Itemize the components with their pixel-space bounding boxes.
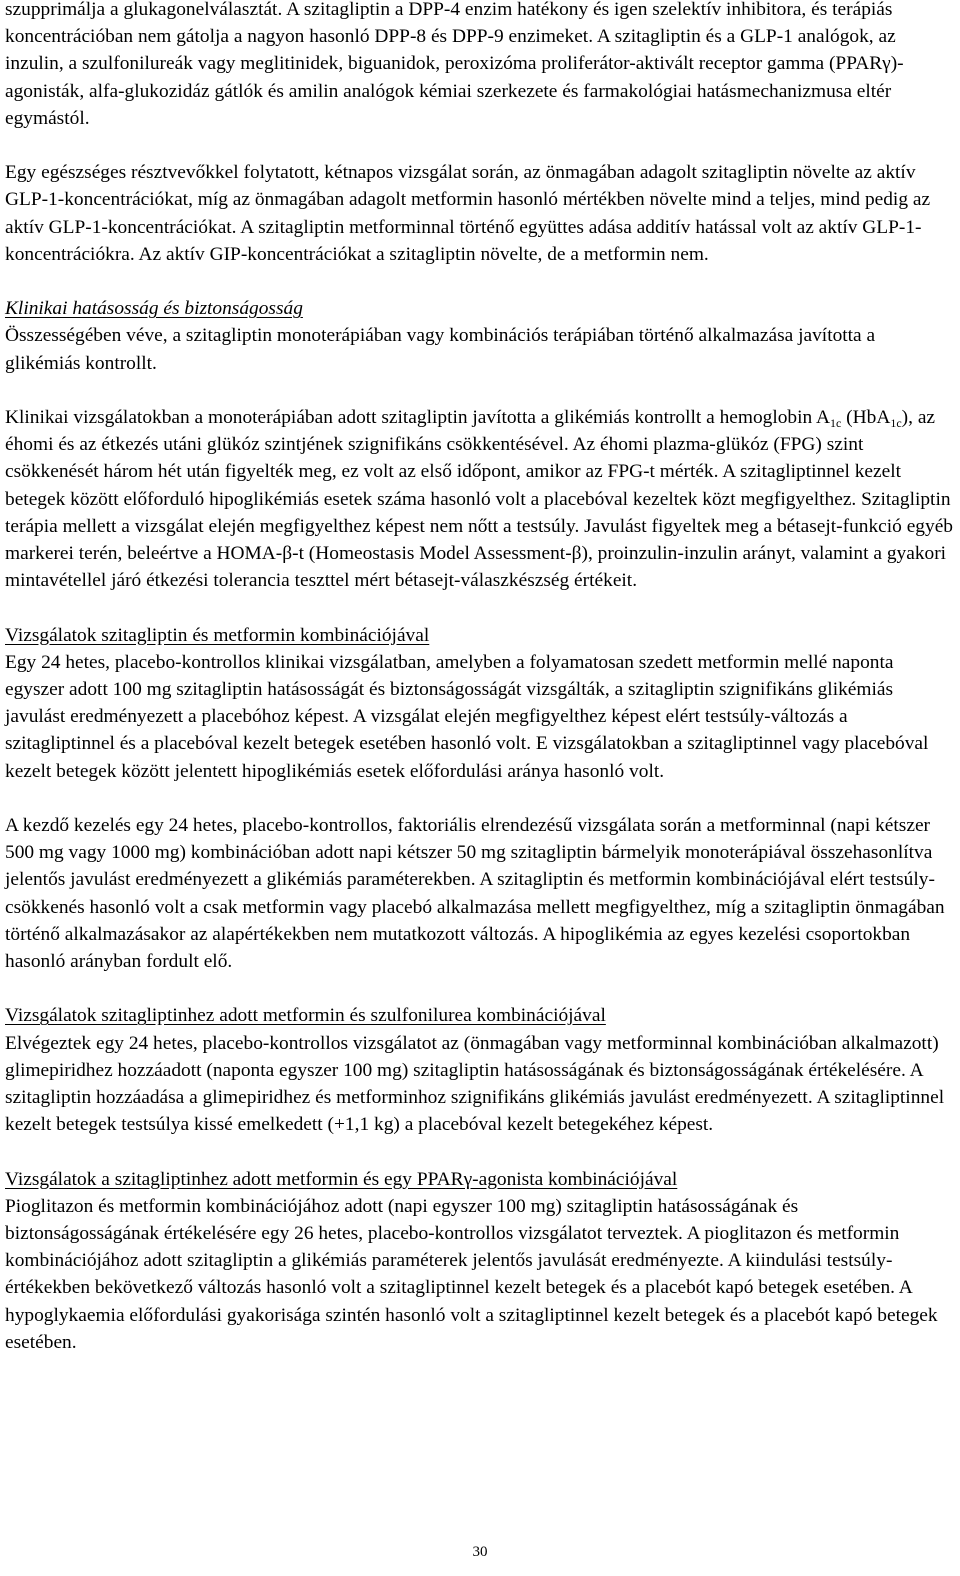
heading-sulfonylurea-combination: Vizsgálatok szitagliptinhez adott metformin és szulfonilurea kombinációjával xyxy=(5,1005,606,1027)
hba1c-subscript: 1c xyxy=(890,416,902,430)
paragraph-overall-efficacy: Összességében véve, a szitagliptin monoterápiában vagy kombinációs terápiában történő alkalmazása javította a glikémiás kontrollt. xyxy=(5,325,876,374)
document-page xyxy=(5,0,953,1356)
paragraph-mechanism: szupprimálja a glukagonelválasztát. A szitagliptin a DPP-4 enzim hatékony és igen szelektív inhibitora, és terápiás koncentrációban nem gátolja a nagyon hasonló DPP-8 és DPP-9 enzimeket. A szitagliptin és a GLP-1 analógok, az inzulin, a szulfonilureák vagy meglitinidek, biguanidok, peroxizóma proliferátor-aktivált receptor gamma (PPARγ)-agonisták, alfa-glukozidáz gátlók és amilin analógok kémiai szerkezete és farmakológiai hatásmechanizmusa eltér egymástól. xyxy=(5,0,904,129)
paragraph-pioglitazone-study: Pioglitazon és metformin kombinációjához adott (napi egyszer 100 mg) szitagliptin hatásosságának és biztonságosságának értékelésére egy 26 hetes, placebo-kontrollos vizsgálatot terveztek. A pioglitazon és metformin kombinációjához adott szitagliptin a glikémiás paraméterek jelentős javulását eredményezte. A kiindulási testsúly-értékekben bekövetkező változás hasonló volt a szitagliptinnel kezelt betegek és a placebót kapó betegek esetében. A hypoglykaemia előfordulási gyakorisága szintén hasonló volt a szitagliptinnel kezelt betegek és a placebót kapó betegek esetében. xyxy=(5,1195,938,1353)
monotherapy-text-c: ), az éhomi és az étkezés utáni glükóz szintjének szignifikáns csökkentésével. Az éhomi plazma-glükóz (FPG) szint csökkenését három hét után figyelték meg, ez volt az első időpont, amikor az FPG-t mérték. A szitagliptinnel kezelt betegek között előforduló hipoglikémiás esetek száma hasonló volt a placebóval kezeltek közt megfigyelthez. Szitagliptin terápia mellett a vizsgálat elején megfigyelthez képest nem nőtt a testsúly. Javulást figyeltek meg a bétasejt-funkció egyéb markerei terén, beleértve a HOMA-β-t (Homeostasis Model Assessment-β), proinzulin-inzulin arányt, valamint a gyakori mintavétellel járó étkezési tolerancia teszttel mért bétasejt-válaszkészség értékeit. xyxy=(5,407,954,592)
heading-clinical-efficacy: Klinikai hatásosság és biztonságosság xyxy=(5,298,303,320)
hba1c-subscript: 1c xyxy=(830,416,842,430)
monotherapy-text-b: (HbA xyxy=(841,407,891,428)
heading-ppar-combination: Vizsgálatok a szitagliptinhez adott metformin és egy PPARγ-agonista kombinációjával xyxy=(5,1168,678,1190)
paragraph-glimepiride-study: Elvégeztek egy 24 hetes, placebo-kontrollos vizsgálatot az (önmagában vagy metforminnal kombinációban alkalmazott) glimepiridhez hozzáadott (naponta egyszer 100 mg) szitagliptin hatásosságának és biztonságosságának értékelésére. A szitagliptin hozzáadása a glimepiridhez és metforminhoz szignifikáns glikémiás javulást eredményezett. A szitagliptinnel kezelt betegek testsúlya kissé emelkedett (+1,1 kg) a placebóval kezelt betegekéhez képest. xyxy=(5,1032,945,1136)
paragraph-metformin-24-week: Egy 24 hetes, placebo-kontrollos klinikai vizsgálatban, amelyben a folyamatosan szedett metformin mellé naponta egyszer adott 100 mg szitagliptin hatásosságát és biztonságosságát vizsgálták, a szitagliptin szignifikáns glikémiás javulást eredményezett a placebóhoz képest. A vizsgálat elején megfigyelthez képest elért testsúly-változás a szitagliptinnel és a placebóval kezelt betegek esetében hasonló volt. E vizsgálatokban a szitagliptinnel vagy placebóval kezelt betegek között jelentett hipoglikémiás esetek előfordulási aránya hasonló volt. xyxy=(5,651,929,782)
paragraph-factorial-study: A kezdő kezelés egy 24 hetes, placebo-kontrollos, faktoriális elrendezésű vizsgálata során a metforminnal (napi kétszer 500 mg vagy 1000 mg) kombinációban adott napi kétszer 50 mg szitagliptin bármelyik monoterápiával összehasonlítva jelentős javulást eredményezett a glikémiás paraméterekben. A szitagliptin és metformin kombinációjával elért testsúly-csökkenés hasonló volt a csak metformin vagy placebó alkalmazása mellett megfigyelthez, míg a szitagliptin önmagában történő alkalmazásakor az alapértékekben nem mutatkozott változás. A hipoglikémia az egyes kezelési csoportokban hasonló arányban fordult elő. xyxy=(5,815,945,973)
heading-metformin-combination: Vizsgálatok szitagliptin és metformin kombinációjával xyxy=(5,624,430,646)
paragraph-healthy-volunteer-study: Egy egészséges résztvevőkkel folytatott, kétnapos vizsgálat során, az önmagában adagolt szitagliptin növelte az aktív GLP-1-koncentrációkat, míg az önmagában adagolt metformin hasonló mértékben növelte mind a teljes, mind pedig az aktív GLP-1-koncentrációkat. A szitagliptin metforminnal történő együttes adása additív hatással volt az aktív GLP-1-koncentrációkra. Az aktív GIP-koncentrációkat a szitagliptin növelte, de a metformin nem. xyxy=(5,162,931,265)
paragraph-monotherapy xyxy=(5,404,953,594)
page-number: 30 xyxy=(472,1544,488,1560)
monotherapy-text-a: Klinikai vizsgálatokban a monoterápiában adott szitagliptin javította a glikémiás kontrollt a hemoglobin A xyxy=(5,407,830,428)
